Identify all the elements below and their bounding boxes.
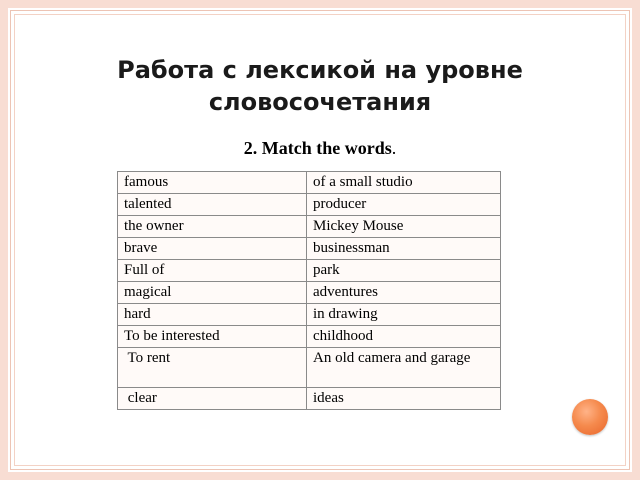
table-row <box>118 260 501 282</box>
right-word-cell: in drawing <box>307 304 501 326</box>
right-word-cell: An old camera and garage <box>307 348 501 388</box>
table-row <box>118 348 501 388</box>
right-word-cell: businessman <box>307 238 501 260</box>
right-word-cell: producer <box>307 194 501 216</box>
decorative-orb-icon <box>572 399 608 435</box>
table-row <box>118 326 501 348</box>
task-heading-dot: . <box>391 138 397 158</box>
table-row <box>118 194 501 216</box>
left-word-cell: brave <box>118 238 307 260</box>
word-match-table <box>117 171 501 410</box>
left-word-cell: Full of <box>118 260 307 282</box>
left-word-cell: talented <box>118 194 307 216</box>
table-row <box>118 388 501 410</box>
table-row <box>118 282 501 304</box>
right-word-cell: adventures <box>307 282 501 304</box>
left-word-cell: famous <box>118 172 307 194</box>
left-word-cell: magical <box>118 282 307 304</box>
right-word-cell: ideas <box>307 388 501 410</box>
left-word-cell: the owner <box>118 216 307 238</box>
left-word-cell: To be interested <box>118 326 307 348</box>
left-word-cell: clear <box>118 388 307 410</box>
table-row <box>118 304 501 326</box>
right-word-cell: childhood <box>307 326 501 348</box>
right-word-cell: of a small studio <box>307 172 501 194</box>
task-heading-text: 2. Match the words <box>243 138 392 158</box>
table-row <box>118 172 501 194</box>
right-word-cell: park <box>307 260 501 282</box>
task-heading <box>200 138 440 159</box>
left-word-cell: hard <box>118 304 307 326</box>
slide-title: Работа с лексикой на уровне словосочетания <box>117 56 523 116</box>
left-word-cell: To rent <box>118 348 307 388</box>
table-row <box>118 238 501 260</box>
table-row <box>118 216 501 238</box>
right-word-cell: Mickey Mouse <box>307 216 501 238</box>
